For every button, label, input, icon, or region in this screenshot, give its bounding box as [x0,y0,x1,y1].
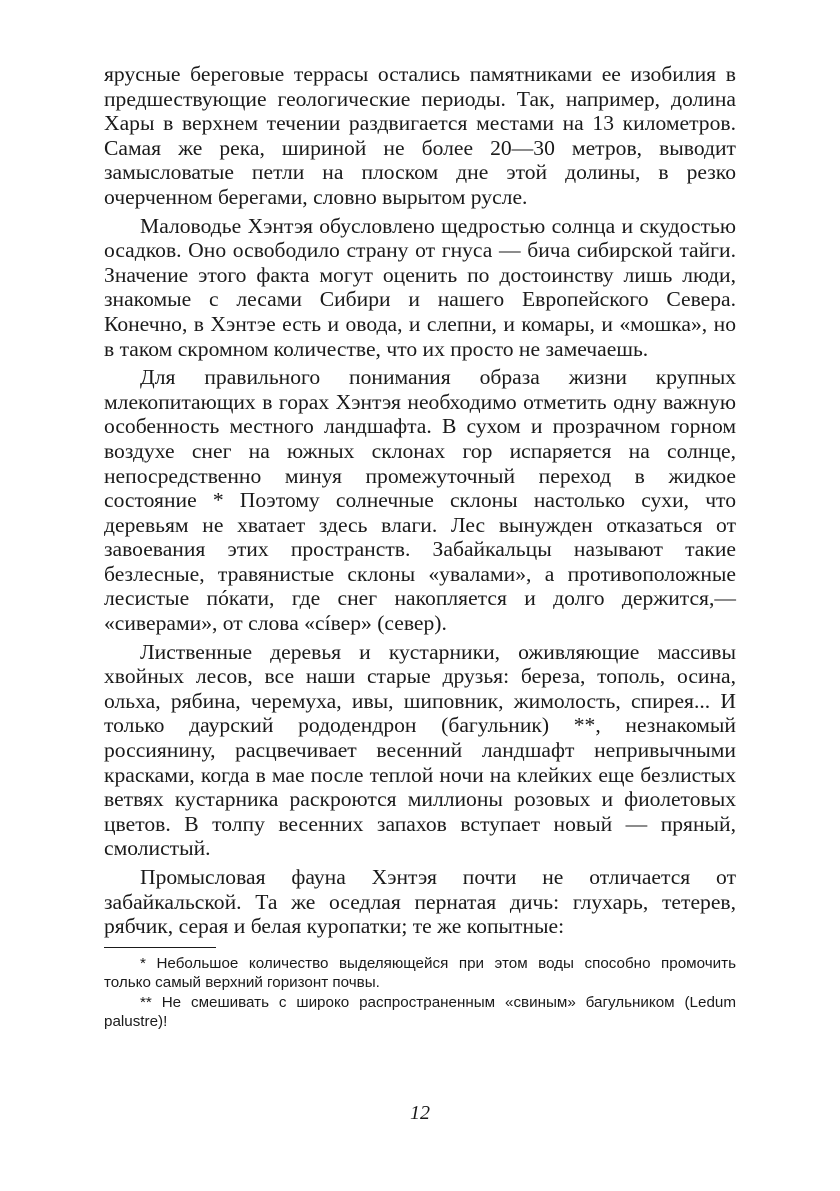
paragraph-fauna: Промысловая фауна Хэнтэя почти не отличается от забайкальской. Та же оседлая пернатая дичь: глухарь, тетерев, рябчик, серая и белая куропатки; те же копытные: [104,865,736,939]
footnote-divider [104,947,216,948]
paragraph-landscape: Для правильного понимания образа жизни крупных млекопитающих в горах Хэнтэя необходимо отметить одну важную особенность местного ландшафта. В сухом и прозрачном горном воздухе снег на южных склонах гор испаряется на солнце, непосредственно минуя промежуточный переход в жидкое состояние * Поэтому солнечные склоны настолько сухи, что деревьям не хватает здесь влаги. Лес вынужден отказаться от завоевания этих пространств. Забайкальцы называют такие безлесные, травянистые склоны «увалами», а противоположные лесистые пóкати, где снег накопляется и долго держится,— «сиверами», от слова «сíвер» (север). [104,365,736,636]
paragraph-malovodye: Маловодье Хэнтэя обусловлено щедростью солнца и скудостью осадков. Оно освободило страну от гнуса — бича сибирской тайги. Значение этого факта могут оценить по достоинству лишь люди, знакомые с лесами Сибири и нашего Европейского Севера. Конечно, в Хэнтэе есть и овода, и слепни, и комары, и «мошка», но в таком скромном количестве, что их просто не замечаешь. [104,213,736,361]
paragraph-continued: ярусные береговые террасы остались памятниками ее изобилия в предшествующие геологические периоды. Так, например, долина Хары в верхнем течении раздвигается местами на 13 километров. Самая же река, шириной не более 20—30 метров, выводит замысловатые петли на плоском дне этой долины, в резко очерченном берегами, словно вырытом русле. [104,62,736,209]
page-number: 12 [410,1102,430,1124]
footnote-1: * Небольшое количество выделяющейся при этом воды способно промочить только самый верхний горизонт почвы. [104,954,736,992]
paragraph-deciduous: Лиственные деревья и кустарники, оживляющие массивы хвойных лесов, все наши старые друзья: береза, тополь, осина, ольха, рябина, черемуха, ивы, шиповник, жимолость, спирея... И только даурский рододендрон (багульник) **, незнакомый россиянину, расцвечивает весенний ландшафт непривычными красками, когда в мае после теплой ночи на клейких еще безлистых ветвях кустарника раскроются миллионы розовых и фиолетовых цветов. В толпу весенних запахов вступает новый — пряный, смолистый. [104,639,736,861]
footnote-2: ** Не смешивать с широко распространенным «свиным» багульником (Ledum palustre)! [104,993,736,1031]
page-body [104,62,736,1032]
